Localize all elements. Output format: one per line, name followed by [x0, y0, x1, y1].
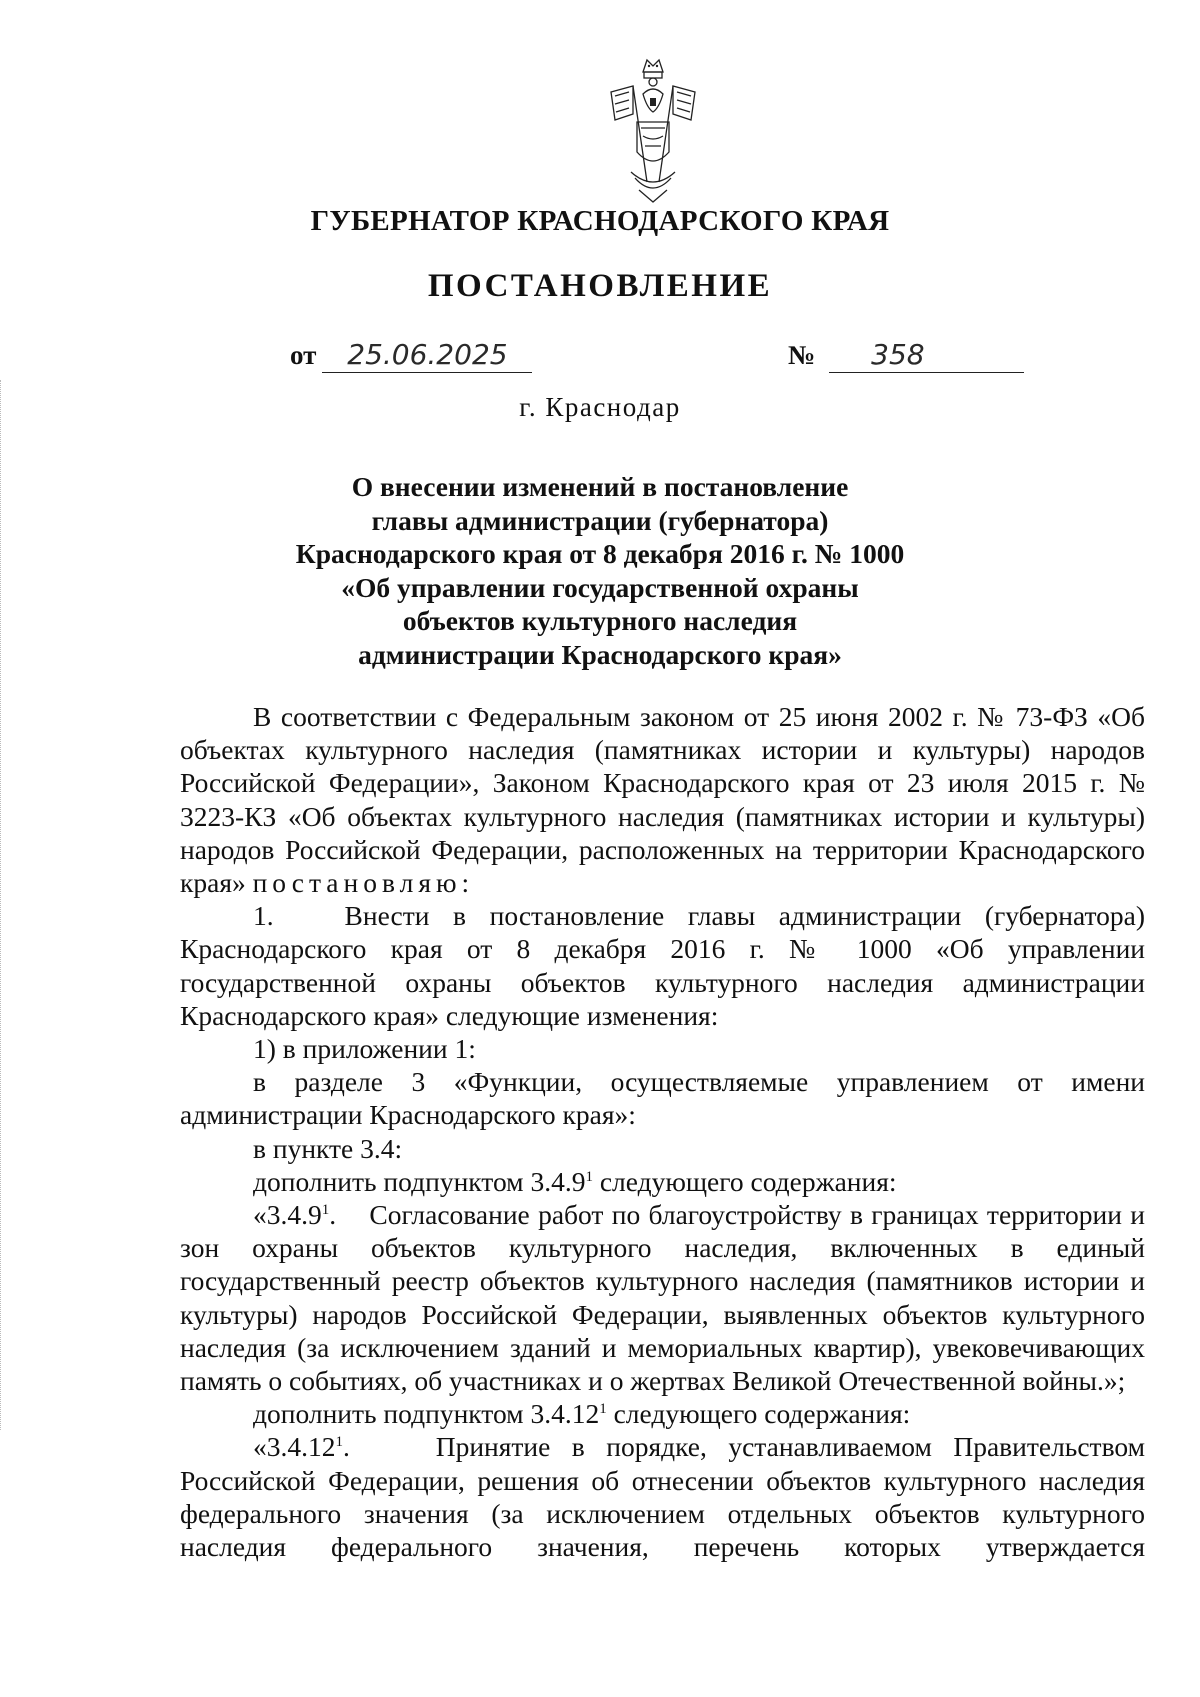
clause1-sup: 1	[321, 1202, 330, 1219]
clause2-text: . Принятие в порядке, устанавливаемом Правительством Российской Федерации, решения об отнесении объектов культурного наследия федерального значения (за исключением отдельных объектов культурного наследия федерального значения, перечень которых утверждается	[180, 1431, 1145, 1563]
add-subpoint-1-paragraph	[180, 1165, 1145, 1198]
number-underline	[829, 338, 1024, 373]
clause1-num: «3.4.9	[253, 1199, 322, 1231]
clause2-sup: 1	[335, 1434, 343, 1451]
clause2-num: «3.4.12	[253, 1431, 336, 1463]
clause-3-4-9-1-paragraph	[180, 1198, 1145, 1397]
decree-word: постановляю:	[252, 867, 475, 899]
title-line: объектов культурного наследия	[402, 605, 798, 636]
date-prefix: от	[290, 340, 317, 370]
subitem-1-paragraph: 1) в приложении 1:	[253, 1033, 476, 1065]
document-body	[180, 700, 1145, 1563]
section-3-paragraph: в разделе 3 «Функции, осуществляемые управлением от имени администрации Краснодарского края»:	[180, 1066, 1145, 1131]
city-line: г. Краснодар	[519, 392, 681, 422]
date-underline	[322, 338, 532, 373]
point-3-4-paragraph: в пункте 3.4:	[253, 1132, 403, 1164]
title-line: О внесении изменений в постановление	[351, 471, 849, 502]
number-prefix: №	[788, 340, 816, 370]
add-subpoint-2-paragraph	[180, 1397, 1145, 1430]
coat-of-arms-emblem	[603, 52, 703, 207]
date-value: 25.06.2025	[347, 338, 508, 371]
number-field	[788, 338, 1024, 373]
add2-sup: 1	[599, 1401, 607, 1418]
clause-3-4-12-1-paragraph	[180, 1430, 1145, 1563]
add2-pre: дополнить подпунктом 3.4.12	[253, 1398, 600, 1430]
intro-paragraph	[180, 700, 1145, 899]
title-line: Краснодарского края от 8 декабря 2016 г. № 1000	[295, 538, 905, 569]
add2-post: следующего содержания:	[606, 1398, 911, 1430]
clause1-text: . Согласование работ по благоустройству в границах территории и зон охраны объектов культурного наследия, включенных в единый государственный реестр объектов культурного наследия (памятников истории и культуры) народов Российской Федерации, выявленных объектов культурного наследия (за исключением зданий и мемориальных квартир), увековечивающих память о событиях, об участниках и о жертвах Великой Отечественной войны.»;	[180, 1199, 1145, 1397]
number-value: 358	[871, 338, 925, 371]
intro-text: В соответствии с Федеральным законом от 25 июня 2002 г. № 73-ФЗ «Об объектах культурного наследия (памятниках истории и культуры) народов Российской Федерации», Законом Краснодарского края от 23 июля 2015 г. № 3223-КЗ «Об объектах культурного наследия (памятниках истории и культуры) народов Российской Федерации, расположенных на территории Краснодарского края»	[180, 701, 1145, 899]
title-line: «Об управлении государственной охраны	[341, 571, 859, 603]
title-line: главы администрации (губернатора)	[371, 504, 829, 536]
document-type-heading: ПОСТАНОВЛЕНИЕ	[427, 268, 773, 304]
add1-post: следующего содержания:	[592, 1165, 897, 1197]
add1-pre: дополнить подпунктом 3.4.9	[253, 1165, 586, 1197]
authority-heading: ГУБЕРНАТОР КРАСНОДАРСКОГО КРАЯ	[310, 205, 890, 237]
title-line: администрации Краснодарского края»	[358, 638, 842, 670]
item-1-paragraph: 1. Внести в постановление главы администрации (губернатора) Краснодарского края от 8 декабря 2016 г. № 1000 «Об управлении государственной охраны объектов культурного наследия администрации Краснодарского края» следующие изменения:	[180, 900, 1145, 1031]
add1-sup: 1	[585, 1168, 593, 1185]
document-title	[0, 470, 1200, 671]
date-field	[290, 338, 532, 373]
